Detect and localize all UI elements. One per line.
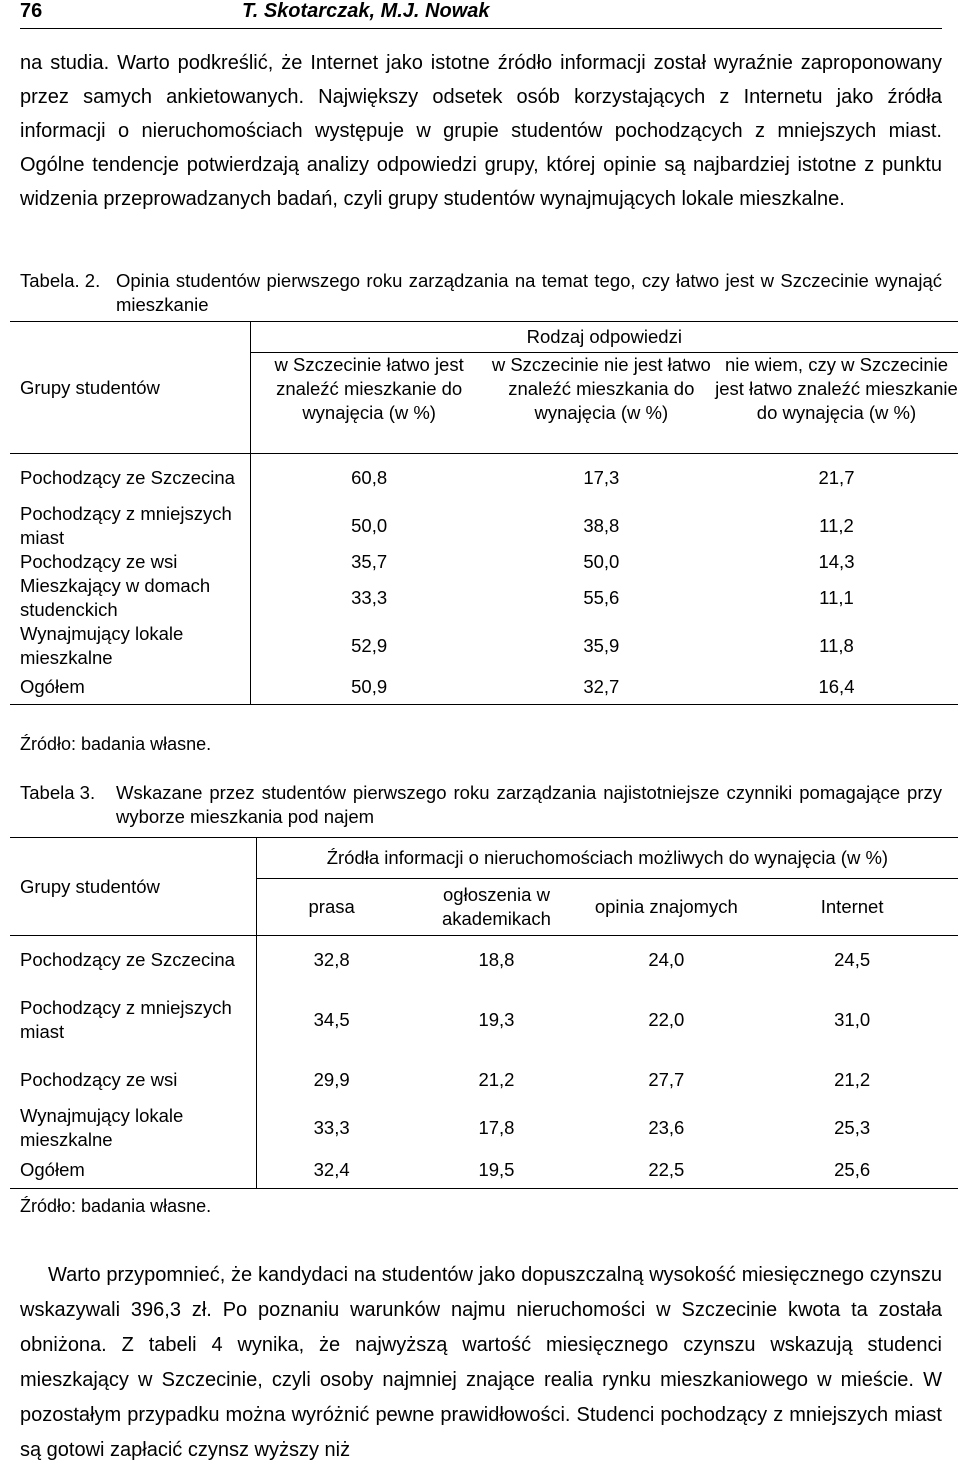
table-caption-number: Tabela. 2. xyxy=(20,270,101,291)
table-2 xyxy=(10,321,958,705)
table-caption-text: Opinia studentów pierwszego roku zarządzania na temat tego, czy łatwo jest w Szczecinie wynająć mieszkanie xyxy=(116,270,942,315)
cell-value: 14,3 xyxy=(818,551,855,572)
column-header: opinia znajomych xyxy=(594,896,738,917)
cell-value: 50,9 xyxy=(250,670,488,705)
running-header xyxy=(20,0,942,29)
table-caption xyxy=(20,269,942,319)
table-caption-number: Tabela 3. xyxy=(20,782,96,803)
row-group: Pochodzący ze wsi xyxy=(20,1069,178,1090)
cell-value: 25,6 xyxy=(834,1159,871,1180)
cell-value: 27,7 xyxy=(648,1069,685,1090)
cell-value: 50,0 xyxy=(250,502,488,550)
cell-value: 38,8 xyxy=(583,515,620,536)
cell-value: 21,2 xyxy=(834,1069,871,1090)
cell-value: 52,9 xyxy=(250,622,488,670)
table-source: Źródło: badania własne. xyxy=(20,734,212,754)
table-row xyxy=(10,1104,958,1152)
cell-value: 11,8 xyxy=(819,635,854,656)
row-group: Pochodzący z mniejszych miast xyxy=(20,503,232,548)
table-row xyxy=(10,574,958,622)
cell-value: 16,4 xyxy=(818,676,855,697)
cell-value: 11,2 xyxy=(819,515,854,536)
row-group: Pochodzący ze Szczecina xyxy=(10,454,250,503)
row-group: Pochodzący z mniejszych miast xyxy=(20,997,232,1042)
column-header: w Szczecinie łatwo jest znaleźć mieszkanie do wynajęcia (w %) xyxy=(250,353,488,454)
table-3 xyxy=(10,837,958,1189)
cell-value: 31,0 xyxy=(834,1009,871,1030)
table-caption-text: Wskazane przez studentów pierwszego roku zarządzania najistotniejsze czynniki pomagające przy wyborze mieszkania pod najem xyxy=(116,782,942,827)
cell-value: 32,7 xyxy=(583,676,620,697)
cell-value: 35,9 xyxy=(583,635,620,656)
span-header: Źródła informacji o nieruchomościach możliwych do wynajęcia (w %) xyxy=(256,838,958,879)
cell-value: 24,5 xyxy=(746,936,958,985)
cell-value: 24,0 xyxy=(586,936,746,985)
cell-value: 22,5 xyxy=(648,1159,685,1180)
cell-value: 17,8 xyxy=(478,1117,515,1138)
column-header: nie wiem, czy w Szczecinie jest łatwo znaleźć mieszkanie do wynajęcia (w %) xyxy=(715,354,958,423)
column-header: ogłoszenia w akademikach xyxy=(441,884,551,929)
table-source: Źródło: badania własne. xyxy=(20,1196,212,1216)
cell-value: 17,3 xyxy=(488,454,715,503)
row-group: Ogółem xyxy=(20,676,85,697)
table-caption xyxy=(20,781,942,831)
cell-value: 32,8 xyxy=(256,936,406,985)
row-group: Pochodzący ze wsi xyxy=(20,551,178,572)
body-paragraph: Warto przypomnieć, że kandydaci na studentów jako dopuszczalną wysokość miesięcznego czynszu wskazywali 396,3 zł. Po poznaniu warunków najmu nieruchomości w Szczecinie kwota ta została obniżona. Z tabeli 4 wynika, że najwyższą wartość miesięcznego czynszu wskazują studenci mieszkający w Szczecinie, czyli osoby najmniej znające realia rynku mieszkaniowego w mieście. W pozostałym przypadku można wyróżnić pewne prawidłowości. Studenci pochodzący z mniejszych miast są gotowi zapłacić czynsz wyższy niż xyxy=(20,1264,942,1461)
row-group: Pochodzący ze Szczecina xyxy=(10,936,256,985)
cell-value: 21,2 xyxy=(478,1069,515,1090)
table-row xyxy=(10,550,958,574)
cell-value: 29,9 xyxy=(256,1056,406,1104)
row-group: Wynajmujący lokale mieszkalne xyxy=(20,623,184,668)
cell-value: 18,8 xyxy=(407,936,587,985)
column-header: prasa xyxy=(256,879,406,936)
cell-value: 55,6 xyxy=(583,587,620,608)
cell-value: 19,3 xyxy=(478,1009,515,1030)
table-row xyxy=(10,936,958,985)
table-row xyxy=(10,454,958,503)
cell-value: 23,6 xyxy=(648,1117,685,1138)
table-row xyxy=(10,622,958,670)
table-row xyxy=(10,1056,958,1104)
group-header: Grupy studentów xyxy=(20,875,160,897)
cell-value: 21,7 xyxy=(715,454,958,503)
column-header: Internet xyxy=(820,896,884,917)
cell-value: 33,3 xyxy=(250,574,488,622)
cell-value: 11,1 xyxy=(819,587,854,608)
table-row xyxy=(10,984,958,1056)
page-number: 76 xyxy=(20,0,43,22)
cell-value: 35,7 xyxy=(250,550,488,574)
cell-value: 60,8 xyxy=(250,454,488,503)
body-paragraph: na studia. Warto podkreślić, że Internet jako istotne źródło informacji został wyraźnie zaproponowany przez samych ankietowanych. Największy odsetek osób korzystających z Internetu jako źródła informacji o nieruchomościach występuje w grupie studentów pochodzących z mniejszych miast. Ogólne tendencje potwierdzają analizy odpowiedzi grupy, której opinie są najbardziej istotne z punktu widzenia przeprowadzanych badań, czyli grupy studentów wynajmujących lokale mieszkalne. xyxy=(20,52,942,210)
cell-value: 34,5 xyxy=(256,984,406,1056)
row-group: Ogółem xyxy=(20,1159,85,1180)
cell-value: 50,0 xyxy=(583,551,620,572)
cell-value: 32,4 xyxy=(256,1152,406,1189)
group-header: Grupy studentów xyxy=(20,376,160,398)
column-header: w Szczecinie nie jest łatwo znaleźć mieszkania do wynajęcia (w %) xyxy=(491,354,711,423)
row-group: Wynajmujący lokale mieszkalne xyxy=(20,1105,184,1150)
table-row xyxy=(10,502,958,550)
cell-value: 19,5 xyxy=(478,1159,515,1180)
header-authors: T. Skotarczak, M.J. Nowak xyxy=(242,0,490,22)
cell-value: 33,3 xyxy=(256,1104,406,1152)
cell-value: 22,0 xyxy=(648,1009,685,1030)
table-row-total xyxy=(10,670,958,705)
span-header: Rodzaj odpowiedzi xyxy=(250,322,958,353)
table-row-total xyxy=(10,1152,958,1189)
cell-value: 25,3 xyxy=(834,1117,871,1138)
row-group: Mieszkający w domach studenckich xyxy=(20,575,211,620)
